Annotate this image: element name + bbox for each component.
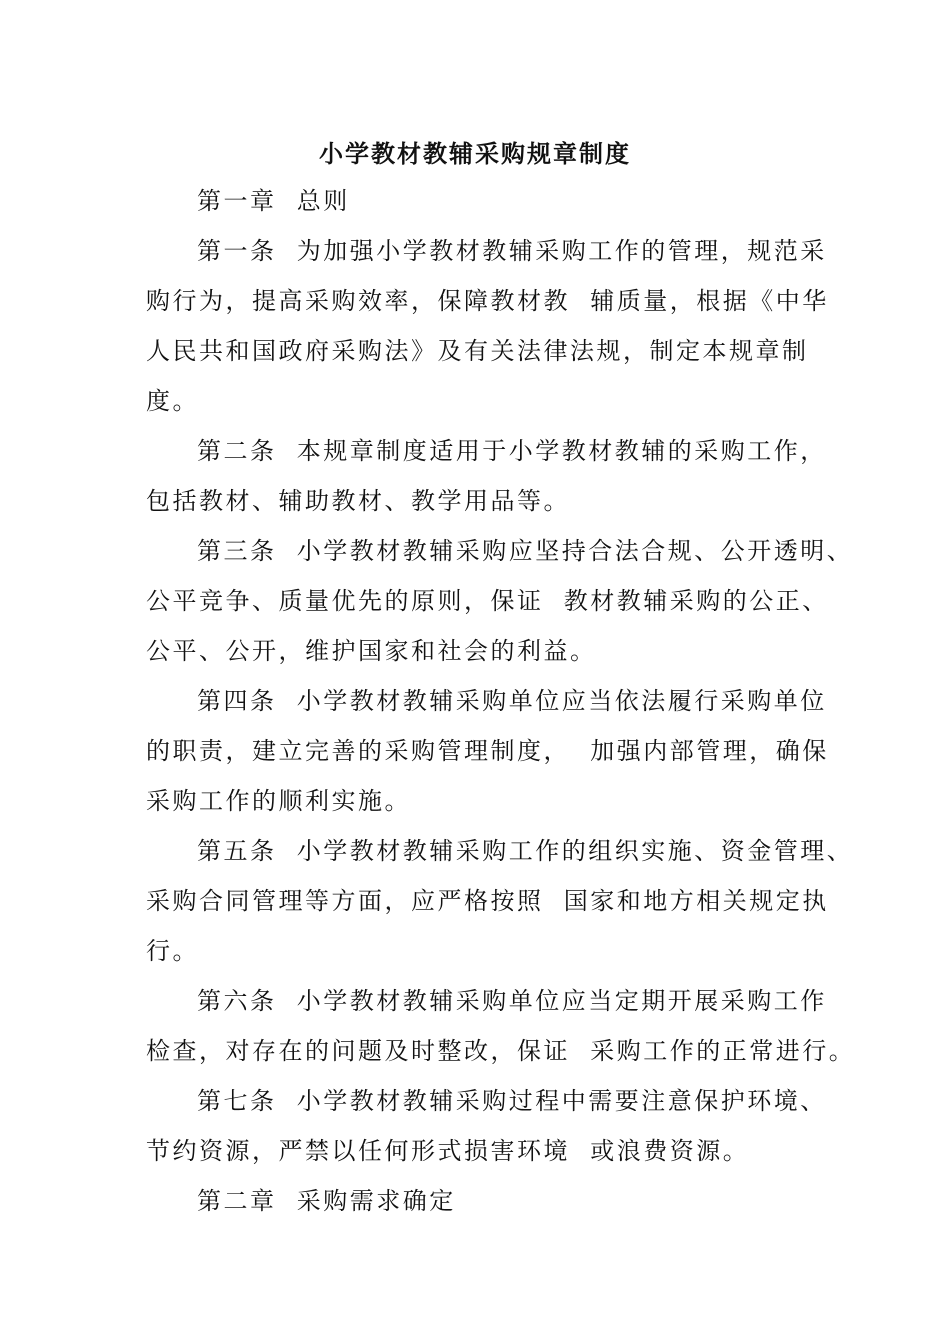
article-1-line-1: 第一条 为加强小学教材教辅采购工作的管理，规范采	[197, 237, 827, 265]
document-title: 小学教材教辅采购规章制度	[319, 139, 631, 168]
article-5-line-3: 行。	[146, 937, 199, 965]
article-1-line-3: 人民共和国政府采购法》及有关法律法规，制定本规章制	[146, 337, 809, 365]
article-6-line-2: 检查，对存在的问题及时整改，保证 采购工作的正常进行。	[146, 1037, 856, 1065]
article-6-line-1: 第六条 小学教材教辅采购单位应当定期开展采购工作	[197, 987, 827, 1015]
article-2-line-1: 第二条 本规章制度适用于小学教材教辅的采购工作，	[197, 437, 827, 465]
chapter-heading-2: 第二章 采购需求确定	[197, 1187, 456, 1215]
article-4-line-2: 的职责，建立完善的采购管理制度， 加强内部管理，确保	[146, 737, 829, 765]
article-4-line-1: 第四条 小学教材教辅采购单位应当依法履行采购单位	[197, 687, 827, 715]
article-3-line-3: 公平、公开，维护国家和社会的利益。	[146, 637, 597, 665]
article-7-line-1: 第七条 小学教材教辅采购过程中需要注意保护环境、	[197, 1087, 827, 1115]
article-4-line-3: 采购工作的顺利实施。	[146, 787, 411, 815]
article-5-line-2: 采购合同管理等方面，应严格按照 国家和地方相关规定执	[146, 887, 829, 915]
article-1-line-4: 度。	[146, 387, 199, 415]
article-1-line-2: 购行为，提高采购效率，保障教材教 辅质量，根据《中华	[146, 287, 829, 315]
article-2-line-2: 包括教材、辅助教材、教学用品等。	[146, 487, 570, 515]
chapter-heading-1: 第一章 总则	[197, 187, 350, 215]
article-3-line-1: 第三条 小学教材教辅采购应坚持合法合规、公开透明、	[197, 537, 854, 565]
article-5-line-1: 第五条 小学教材教辅采购工作的组织实施、资金管理、	[197, 837, 854, 865]
article-3-line-2: 公平竞争、质量优先的原则，保证 教材教辅采购的公正、	[146, 587, 829, 615]
article-7-line-2: 节约资源，严禁以任何形式损害环境 或浪费资源。	[146, 1137, 750, 1165]
